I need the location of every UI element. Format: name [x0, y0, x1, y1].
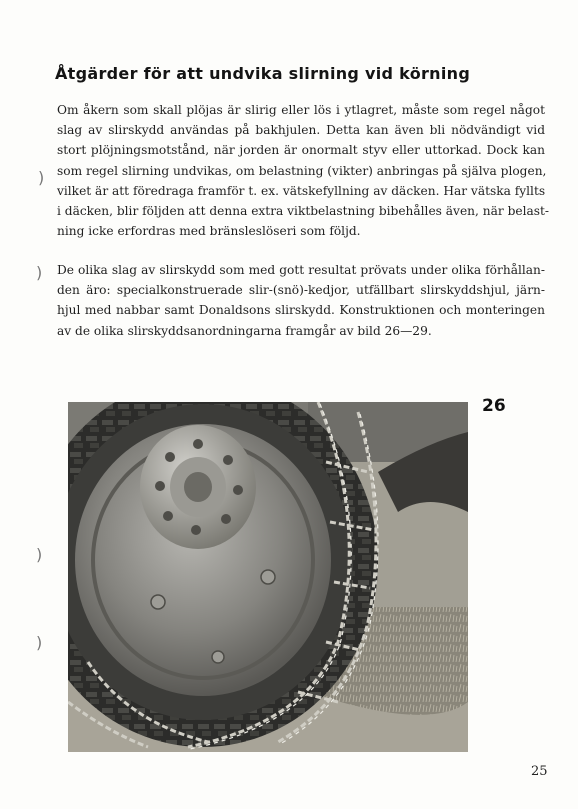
paragraph-1-line: ning icke erfordras med bränsleslöseri som följd. — [57, 224, 361, 239]
paragraph-1-line: vilket är att föredraga framför t. ex. vätskefyllning av däcken. Har vätska fyllts — [57, 183, 546, 198]
paragraph-1-line: stort plöjningsmotstånd, när jorden är onormalt styv eller uttorkad. Dock kan — [57, 143, 545, 158]
tractor-wheel-chain-photo — [68, 402, 468, 752]
paragraph-2-line: De olika slag av slirskydd som med gott resultat prövats under olika förhållan- — [57, 263, 545, 277]
paragraph-1-line: slag av slirskydd användas på bakhjulen. Detta kan även bli nödvändigt vid — [57, 123, 545, 138]
paragraph-2-line: den äro: specialkonstruerade slir-(snö)-kedjor, utfällbart slirskyddshjul, järn- — [57, 283, 545, 298]
page-number: 25 — [531, 764, 548, 779]
figure-number: 26 — [482, 396, 506, 416]
paragraph-1-line: som regel slirning undvikas, om belastning (vikter) anbringas på själva plogen, — [57, 163, 547, 178]
paragraph-2 — [57, 260, 545, 341]
margin-bracket-mark: ) — [36, 633, 43, 652]
paragraph-1-line: i däcken, blir följden att denna extra viktbelastning bibehålles även, när belast- — [57, 204, 550, 219]
tractor-wheel-illustration — [68, 402, 468, 752]
page-heading: Åtgärder för att undvika slirning vid körning — [55, 64, 471, 83]
paragraph-2-line: hjul med nabbar samt Donaldsons slirskydd. Konstruktionen och monteringen — [57, 303, 545, 318]
margin-bracket-mark: ) — [38, 168, 45, 187]
paragraph-1 — [57, 100, 550, 241]
margin-bracket-mark: ) — [36, 263, 43, 282]
paragraph-2-line: av de olika slirskyddsanordningarna framgår av bild 26—29. — [57, 323, 432, 338]
paragraph-1-line: Om åkern som skall plöjas är slirig eller lös i ytlagret, måste som regel något — [57, 103, 545, 117]
margin-bracket-mark: ) — [36, 545, 43, 564]
